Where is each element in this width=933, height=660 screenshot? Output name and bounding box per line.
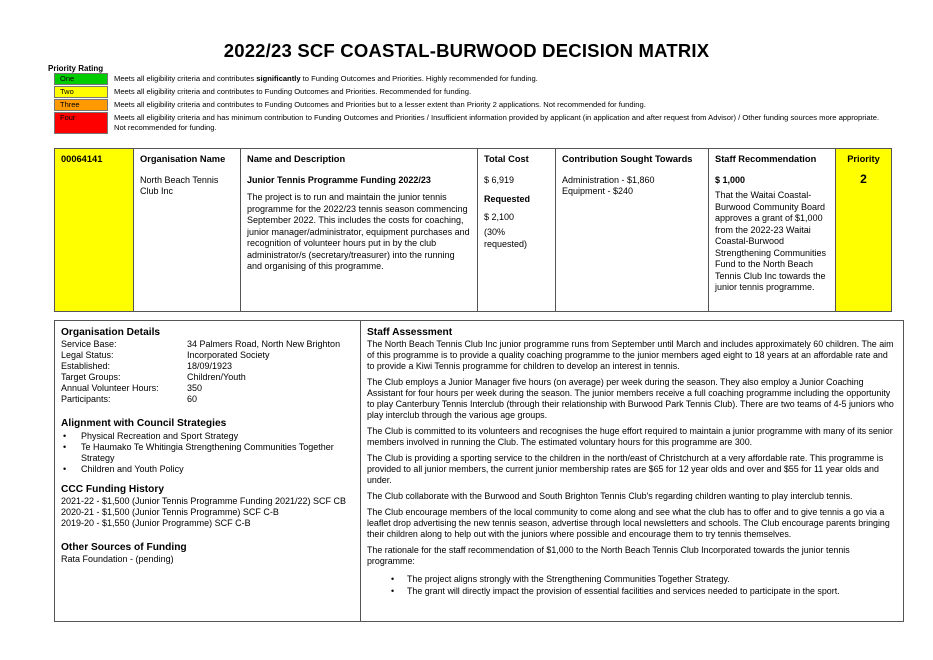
- contrib-line: Administration - $1,860: [562, 174, 655, 185]
- staff-assessment-title: Staff Assessment: [367, 327, 453, 338]
- project-description: The project is to run and maintain the junior tennis programme for the 2022/23 tennis season commencing September 2022. This includes the costs for coaching, junior manager/administrator, equipment purchases and recognition of volunteer hours put in by the club administrator/s (secretary/treasurer) into the running and organising of this programme.: [247, 192, 470, 271]
- detail-row: Target Groups: Children/Youth: [61, 372, 246, 382]
- application-id-cell: [55, 149, 134, 311]
- org-header: Organisation Name: [140, 154, 226, 164]
- detail-row: Annual Volunteer Hours: 350: [61, 383, 203, 393]
- list-item: • Children and Youth Policy: [61, 464, 354, 475]
- other-sources-text: Rata Foundation - (pending): [61, 554, 174, 564]
- priority-row-two: [54, 86, 884, 98]
- assessment-paragraph: The rationale for the staff recommendation of $1,000 to the North Beach Tennis Club Incorporated towards the junior tennis programme:: [367, 545, 850, 566]
- priority-rating-legend: [54, 73, 884, 135]
- detail-row: Legal Status: Incorporated Society: [61, 350, 270, 360]
- assessment-paragraph: The Club collaborate with the Burwood and South Brighton Tennis Club's regarding children wanting to play interclub tennis.: [367, 491, 853, 501]
- priority-swatch-one: One: [54, 73, 108, 85]
- staff-recommendation-cell: [709, 149, 836, 311]
- application-id: 00064141: [61, 154, 103, 164]
- priority-desc-three: Meets all eligibility criteria and contributes to Funding Outcomes and Priorities but to a lesser extent than Priority 2 applications. Not recommended for funding.: [114, 100, 646, 109]
- alignment-list: [61, 431, 354, 475]
- list-item: • The project aligns strongly with the Strengthening Communities Together Strategy.: [367, 574, 895, 585]
- priority-swatch-two: Two: [54, 86, 108, 98]
- project-title: Junior Tennis Programme Funding 2022/23: [247, 174, 431, 185]
- name-description-cell: [241, 149, 478, 311]
- detail-row: Established: 18/09/1923: [61, 361, 233, 371]
- assessment-paragraph: The Club is providing a sporting service to the children in the north/east of Christchurch at a very affordable rate. This programme is provided to all junior members, the current junior membership rates are $65 for 12 year olds and over and $55 for 11 year olds and under.: [367, 453, 884, 485]
- staff-amount: $ 1,000: [715, 174, 746, 185]
- priority-row-one: [54, 73, 884, 85]
- cost-cell: [478, 149, 556, 311]
- priority-header: Priority: [847, 154, 880, 164]
- priority-desc-two: Meets all eligibility criteria and contributes to Funding Outcomes and Priorities. Recommended for funding.: [114, 87, 472, 96]
- detail-row: Participants: 60: [61, 394, 198, 404]
- funding-history-line: 2020-21 - $1,500 (Junior Tennis Programme) SCF C-B: [61, 507, 279, 517]
- assessment-paragraph: The Club employs a Junior Manager five hours (on average) per week during the season. They also employ a Junior Coaching Assistant for four hours per week during the season. The junior members receive a full coaching programme including the opportunity to play Canterbury Tennis Interclub (through their relationship with Burwood Park Tennis Club). There are two teams of 4-5 juniors who play interclub through the various age groups.: [367, 377, 894, 420]
- requested-amount: $ 2,100: [484, 211, 515, 222]
- cost-header: Total Cost: [484, 154, 529, 164]
- priority-rating-heading: Priority Rating: [48, 64, 104, 73]
- rationale-list: [367, 574, 895, 597]
- staff-assessment-column: [361, 321, 903, 621]
- priority-value: 2: [860, 171, 867, 186]
- list-item: • Physical Recreation and Sport Strategy: [61, 431, 354, 442]
- funding-history-title: CCC Funding History: [61, 484, 164, 495]
- staff-header: Staff Recommendation: [715, 154, 817, 164]
- priority-swatch-four: Four: [54, 112, 108, 134]
- requested-label: Requested: [484, 194, 531, 204]
- priority-cell: [836, 149, 891, 311]
- priority-row-four: [54, 112, 884, 134]
- staff-recommendation-text: That the Waitai Coastal-Burwood Community Board approves a grant of $1,000 from the 2022-23 Waitai Coastal-Burwood Strengthening Communities Fund to the North Beach Tennis Club Inc towards the junior tennis programme.: [715, 190, 827, 292]
- detail-row: Service Base: 34 Palmers Road, North New Brighton: [61, 339, 341, 349]
- assessment-paragraph: The Club encourage members of the local community to come along and see what the club has to offer and to give tennis a go via a leaflet drop advertising the new tennis season, advertise through local newsletters and schools. The Club encourage parents bringing their children along to help out with the juniors where possible and encourage them to try tennis themselves.: [367, 507, 890, 539]
- priority-swatch-three: Three: [54, 99, 108, 111]
- contrib-line: Equipment - $240: [562, 186, 634, 196]
- contribution-cell: [556, 149, 709, 311]
- priority-desc-one: Meets all eligibility criteria and contributes significantly to Funding Outcomes and Priorities. Highly recommended for funding.: [114, 74, 538, 83]
- application-table: [54, 148, 892, 312]
- page-title: 2022/23 SCF COASTAL-BURWOOD DECISION MATRIX: [223, 40, 710, 61]
- alignment-title: Alignment with Council Strategies: [61, 418, 227, 429]
- requested-percent: (30% requested): [484, 227, 528, 249]
- org-name: North Beach Tennis Club Inc: [140, 174, 219, 196]
- org-details-title: Organisation Details: [61, 327, 161, 338]
- priority-desc-four: Meets all eligibility criteria and has minimum contribution to Funding Outcomes and Priorities / Insufficient information provided by applicant (in application and after request from Advisor) / Other funding sources more appropriate. Not recommended for funding.: [114, 113, 880, 132]
- left-column: [55, 321, 361, 621]
- priority-row-three: [54, 99, 884, 111]
- details-panel: [54, 320, 904, 622]
- assessment-paragraph: The Club is committed to its volunteers and recognises the huge effort required to maintain a junior programme with many of its senior members involved in running the Club. The estimated voluntary hours for this programme are 300.: [367, 426, 893, 447]
- funding-history-line: 2019-20 - $1,550 (Junior Programme) SCF C-B: [61, 518, 251, 528]
- list-item: • Te Haumako Te Whitingia Strengthening Communities Together Strategy: [61, 442, 354, 464]
- funding-history-line: 2021-22 - $1,500 (Junior Tennis Programme Funding 2021/22) SCF CB: [61, 496, 346, 506]
- list-item: • The grant will directly impact the provision of essential facilities and services needed to participate in the sport.: [367, 586, 895, 597]
- assessment-paragraph: The North Beach Tennis Club Inc junior programme runs from September until March and includes approximately 60 children. The aim of this programme is to provide a quality coaching programme to the junior members aged eight to 18 years at an affordable rate and to provide a Kiwi Tennis programme for children to develop an interest in tennis.: [367, 339, 894, 371]
- total-cost: $ 6,919: [484, 174, 515, 185]
- other-sources-title: Other Sources of Funding: [61, 542, 187, 553]
- organisation-cell: [134, 149, 241, 311]
- contrib-header: Contribution Sought Towards: [562, 154, 693, 164]
- name-header: Name and Description: [247, 154, 346, 164]
